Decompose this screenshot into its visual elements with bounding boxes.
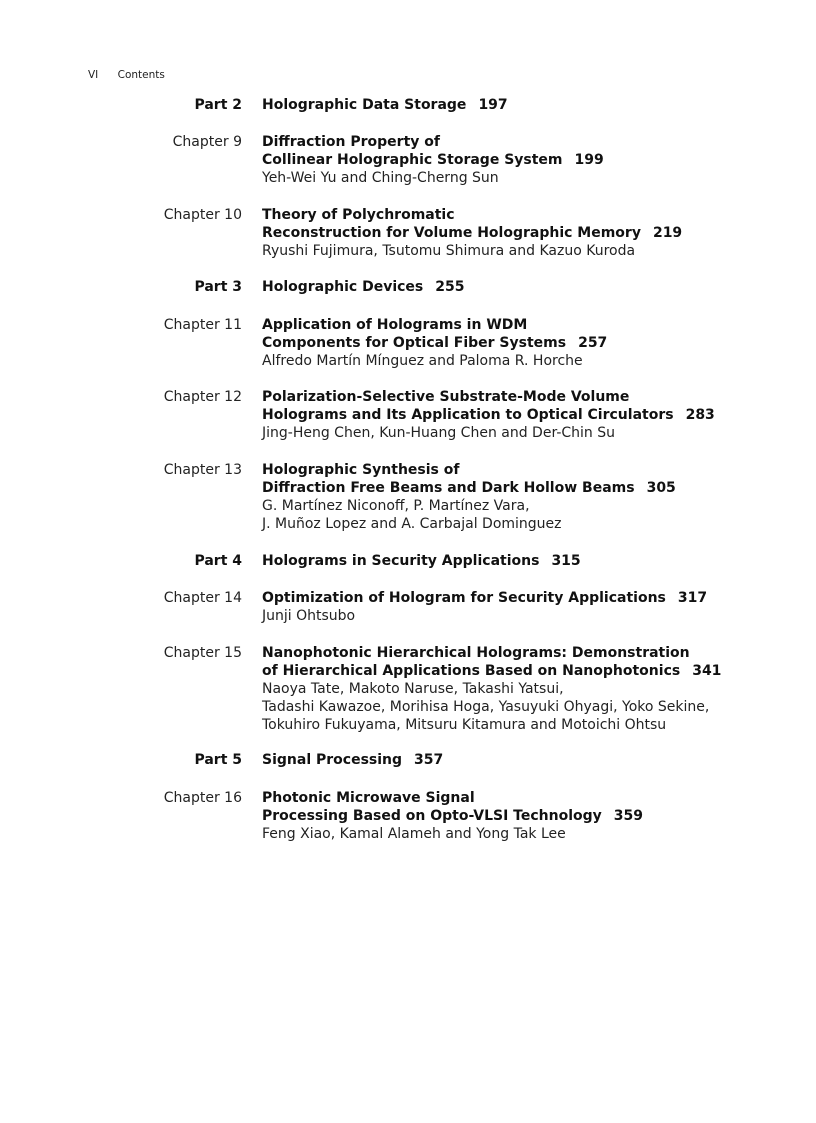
entry-authors: Feng Xiao, Kamal Alameh and Yong Tak Lee xyxy=(262,826,566,842)
entry-content xyxy=(262,789,802,843)
entry-title-text: Holograms and Its Application to Optical Circulators xyxy=(262,407,674,423)
entry-authors: Jing-Heng Chen, Kun-Huang Chen and Der-Chin Su xyxy=(262,425,615,441)
entry-page-number: 219 xyxy=(652,225,683,241)
part-label: Part 3 xyxy=(194,279,242,295)
chapter-label: Chapter 9 xyxy=(172,134,242,150)
entry-title-line xyxy=(262,461,802,479)
entry-authors: Tadashi Kawazoe, Morihisa Hoga, Yasuyuki Ohyagi, Yoko Sekine, xyxy=(262,699,710,715)
entry-title-text: Holographic Data Storage xyxy=(262,97,467,113)
entry-title-line xyxy=(262,334,802,352)
entry-page-number: 257 xyxy=(578,335,608,351)
chapter-label: Chapter 16 xyxy=(163,790,242,806)
entry-title-text: Diffraction Property of xyxy=(262,134,440,150)
entry-page-number: 305 xyxy=(646,480,676,496)
chapter-label: Chapter 11 xyxy=(163,317,242,333)
entry-title-line xyxy=(262,751,802,769)
entry-title-text: Polarization-Selective Substrate-Mode Volume xyxy=(262,389,630,405)
chapter-label: Chapter 13 xyxy=(163,462,242,478)
entry-content xyxy=(262,316,802,370)
entry-title-text: Diffraction Free Beams and Dark Hollow Beams xyxy=(262,480,635,496)
entry-page-number: 283 xyxy=(685,407,715,423)
entry-page-number: 341 xyxy=(692,663,722,679)
entry-title-line xyxy=(262,133,802,151)
entry-title-line xyxy=(262,206,802,224)
entry-title-text: Photonic Microwave Signal xyxy=(262,790,475,806)
entry-content xyxy=(262,644,802,734)
entry-title-text: Theory of Polychromatic xyxy=(262,207,455,223)
entry-title-text: Collinear Holographic Storage System xyxy=(262,152,563,168)
entry-page-number: 255 xyxy=(435,279,465,295)
entry-title-text: Nanophotonic Hierarchical Holograms: Demonstration xyxy=(262,645,690,661)
entry-title-line xyxy=(262,316,802,334)
entry-authors: Naoya Tate, Makoto Naruse, Takashi Yatsui, xyxy=(262,681,564,697)
entry-authors: Yeh-Wei Yu and Ching-Cherng Sun xyxy=(262,170,499,186)
entry-title-line xyxy=(262,789,802,807)
entry-authors: Alfredo Martín Mínguez and Paloma R. Horche xyxy=(262,353,583,369)
entry-title-line xyxy=(262,662,802,680)
entry-title-line xyxy=(262,552,802,570)
chapter-label: Chapter 14 xyxy=(163,590,242,606)
entry-title-line xyxy=(262,278,802,296)
entry-title-text: Holographic Synthesis of xyxy=(262,462,460,478)
entry-title-line xyxy=(262,406,802,424)
entry-title-text: Holographic Devices xyxy=(262,279,424,295)
entry-title-line xyxy=(262,479,802,497)
entry-authors: Tokuhiro Fukuyama, Mitsuru Kitamura and Motoichi Ohtsu xyxy=(262,717,667,733)
chapter-label: Chapter 10 xyxy=(163,207,242,223)
entry-title-text: Components for Optical Fiber Systems xyxy=(262,335,567,351)
entry-title-line xyxy=(262,151,802,169)
entry-page-number: 197 xyxy=(478,97,508,113)
entry-authors: Ryushi Fujimura, Tsutomu Shimura and Kazuo Kuroda xyxy=(262,243,636,259)
entry-content xyxy=(262,96,802,114)
entry-title-line xyxy=(262,807,802,825)
chapter-label: Chapter 15 xyxy=(163,645,242,661)
entry-title-line xyxy=(262,644,802,662)
page-number: VI xyxy=(88,69,99,81)
part-label: Part 2 xyxy=(194,97,242,113)
entry-authors: J. Muñoz Lopez and A. Carbajal Dominguez xyxy=(262,516,562,532)
entry-content xyxy=(262,461,802,533)
part-label: Part 5 xyxy=(194,752,242,768)
entry-content xyxy=(262,388,802,442)
entry-content xyxy=(262,133,802,187)
part-label: Part 4 xyxy=(194,553,242,569)
entry-content xyxy=(262,278,802,296)
running-head-title: Contents xyxy=(117,69,165,81)
entry-title-text: Signal Processing xyxy=(262,752,403,768)
entry-page-number: 315 xyxy=(551,553,581,569)
entry-content xyxy=(262,751,802,769)
chapter-label: Chapter 12 xyxy=(163,389,242,405)
entry-content xyxy=(262,206,802,260)
entry-content xyxy=(262,552,802,570)
entry-page-number: 199 xyxy=(574,152,604,168)
entry-title-text: Holograms in Security Applications xyxy=(262,553,540,569)
entry-title-text: Application of Holograms in WDM xyxy=(262,317,528,333)
entry-title-line xyxy=(262,96,802,114)
entry-title-text: of Hierarchical Applications Based on Nanophotonics xyxy=(262,663,681,679)
entry-title-text: Processing Based on Opto-VLSI Technology xyxy=(262,808,602,824)
entry-page-number: 317 xyxy=(677,590,708,606)
entry-page-number: 357 xyxy=(414,752,444,768)
entry-authors: G. Martínez Niconoff, P. Martínez Vara, xyxy=(262,498,530,514)
entry-title-text: Optimization of Hologram for Security Applications xyxy=(262,590,666,606)
entry-title-text: Reconstruction for Volume Holographic Memory xyxy=(262,225,641,241)
entry-title-line xyxy=(262,388,802,406)
entry-authors: Junji Ohtsubo xyxy=(262,608,356,624)
entry-page-number: 359 xyxy=(613,808,643,824)
entry-title-line xyxy=(262,224,802,242)
entry-content xyxy=(262,589,802,625)
entry-title-line xyxy=(262,589,802,607)
